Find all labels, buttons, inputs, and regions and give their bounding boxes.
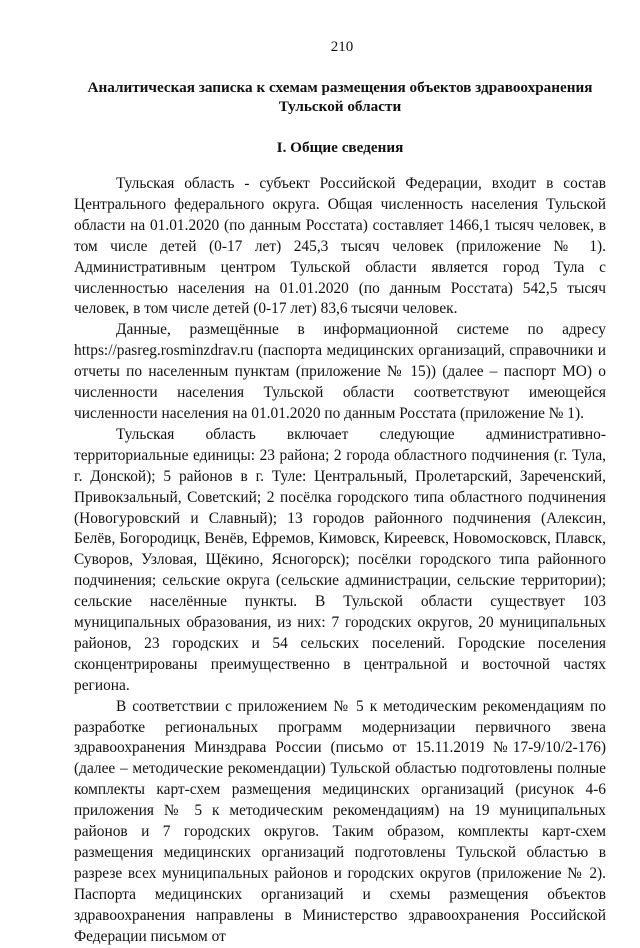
section-title: I. Общие сведения xyxy=(276,139,404,156)
paragraph-population: Тульская область - субъект Российской Федерации, входит в состав Центрального федерального округа. Общая численность населения Тульской области на 01.01.2020 (по данным Росстата) составляет 1466,1 тысяч человек, в том числе детей (0-17 лет) 245,3 тысяч человек (приложение № 1). Административным центром Тульской области является город Тула с численностью населения на 01.01.2020 (по данным Росстата) 542,5 тысяч человек, в том числе детей (0-17 лет) 83,6 тысячи человек. xyxy=(74,175,606,318)
document-title: Аналитическая записка к схемам размещения объектов здравоохранения Тульской области xyxy=(87,79,593,115)
page-number: 210 xyxy=(330,39,354,55)
paragraph-territorial-units: Тульская область включает следующие административно-территориальные единицы: 23 района; 2 города областного подчинения (г. Тула, г. Донской); 5 районов в г. Туле: Центральный, Пролетарский, Зареченский, Привокзальный, Советский; 2 посёлка городского типа областного подчинения (Новогуровский и Славный); 13 городов районного подчинения (Алексин, Белёв, Богородицк, Венёв, Ефремов, Кимовск, Киреевск, Новомосковск, Плавск, Суворов, Узловая, Щёкино, Ясногорск); посёлки городского типа районного подчинения; сельские округа (сельские администрации, сельские территории); сельские населённые пункты. В Тульской области существует 103 муниципальных образования, из них: 7 городских округов, 20 муниципальных районов, 23 городских и 54 сельских поселений. Городские поселения сконцентрированы преимущественно в центральной и восточной частях региона. xyxy=(74,425,606,694)
paragraph-passport-data: Данные, размещённые в информационной системе по адресу https://pasreg.rosminzdrav.ru (паспорта медицинских организаций, справочники и отчеты по населенным пунктам (приложение № 15)) (далее – паспорт МО) о численности населения Тульской области соответствуют имеющейся численности населения на 01.01.2020 по данным Росстата (приложение № 1). xyxy=(74,321,606,422)
paragraph-map-schemes: В соответствии с приложением № 5 к методическим рекомендациям по разработке региональных программ модернизации первичного звена здравоохранения Минздрава России (письмо от 15.11.2019 №17-9/10/2-176) (далее – методические рекомендации) Тульской областью подготовлены полные комплекты карт-схем размещения медицинских организаций (рисунок 4-6 приложения № 5 к методическим рекомендациям) на 19 муниципальных районов и 7 городских округов. Таким образом, комплекты карт-схем размещения медицинских организаций подготовлены Тульской областью в разрезе всех муниципальных районов и городских округов (приложение № 2). Паспорта медицинских организаций и схемы размещения объектов здравоохранения направлены в Министерство здравоохранения Российской Федерации письмом от xyxy=(74,697,606,945)
